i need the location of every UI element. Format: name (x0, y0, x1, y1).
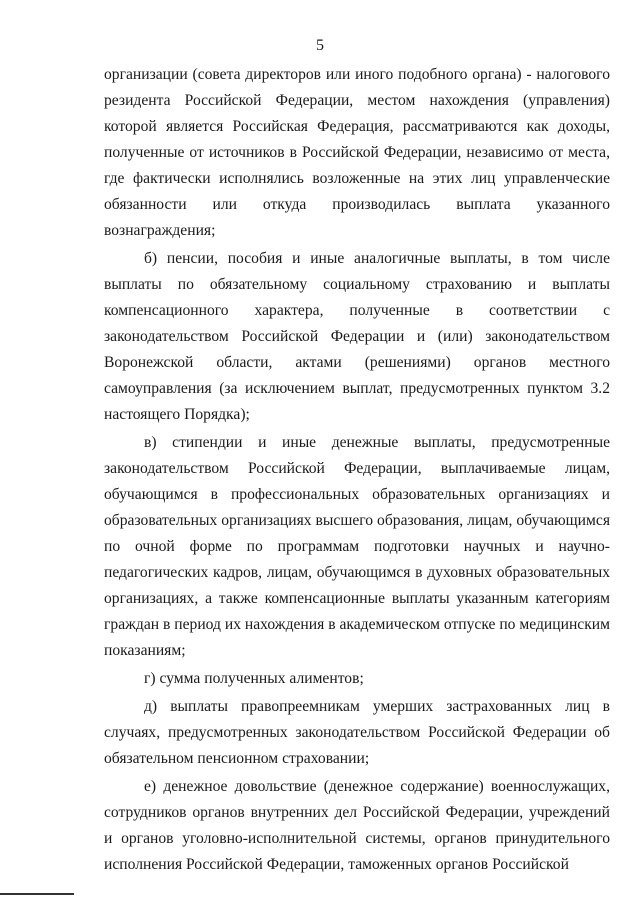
paragraph-continuation: организации (совета директоров или иного подобного органа) - налогового резидента Российской Федерации, местом нахождения (управления) которой является Российская Федерация, рассматриваются как доходы, полученные от источников в Российской Федерации, независимо от места, где фактически исполнялись возложенные на этих лиц управленческие обязанности или откуда производилась выплата указанного вознаграждения; (104, 66, 610, 239)
footer-rule (0, 893, 74, 895)
document-body (104, 62, 610, 880)
paragraph-v-stipends: в) стипендии и иные денежные выплаты, предусмотренные законодательством Российской Федерации, выплачиваемые лицам, обучающимся в профессиональных образовательных организациях и образовательных организациях высшего образования, лицам, обучающимся по очной форме по программам подготовки научных и научно-педагогических кадров, лицам, обучающимся в духовных образовательных организациях, а также компенсационные выплаты указанным категориям граждан в период их нахождения в академическом отпуске по медицинским показаниям; (104, 434, 610, 659)
paragraph-d-successors: д) выплаты правопреемникам умерших застрахованных лиц в случаях, предусмотренных законодательством Российской Федерации об обязательном пенсионном страховании; (104, 698, 610, 767)
paragraph-e-allowance: е) денежное довольствие (денежное содержание) военнослужащих, сотрудников органов внутренних дел Российской Федерации, учреждений и органов уголовно-исполнительной системы, органов принудительного исполнения Российской Федерации, таможенных органов Российской (104, 778, 610, 873)
paragraph-b-pensions: б) пенсии, пособия и иные аналогичные выплаты, в том числе выплаты по обязательному социальному страхованию и выплаты компенсационного характера, полученные в соответствии с законодательством Российской Федерации и (или) законодательством Воронежской области, актами (решениями) органов местного самоуправления (за исключением выплат, предусмотренных пунктом 3.2 настоящего Порядка); (104, 250, 610, 423)
paragraph-g-alimony: г) сумма полученных алиментов; (144, 670, 364, 687)
page-number: 5 (316, 37, 324, 54)
